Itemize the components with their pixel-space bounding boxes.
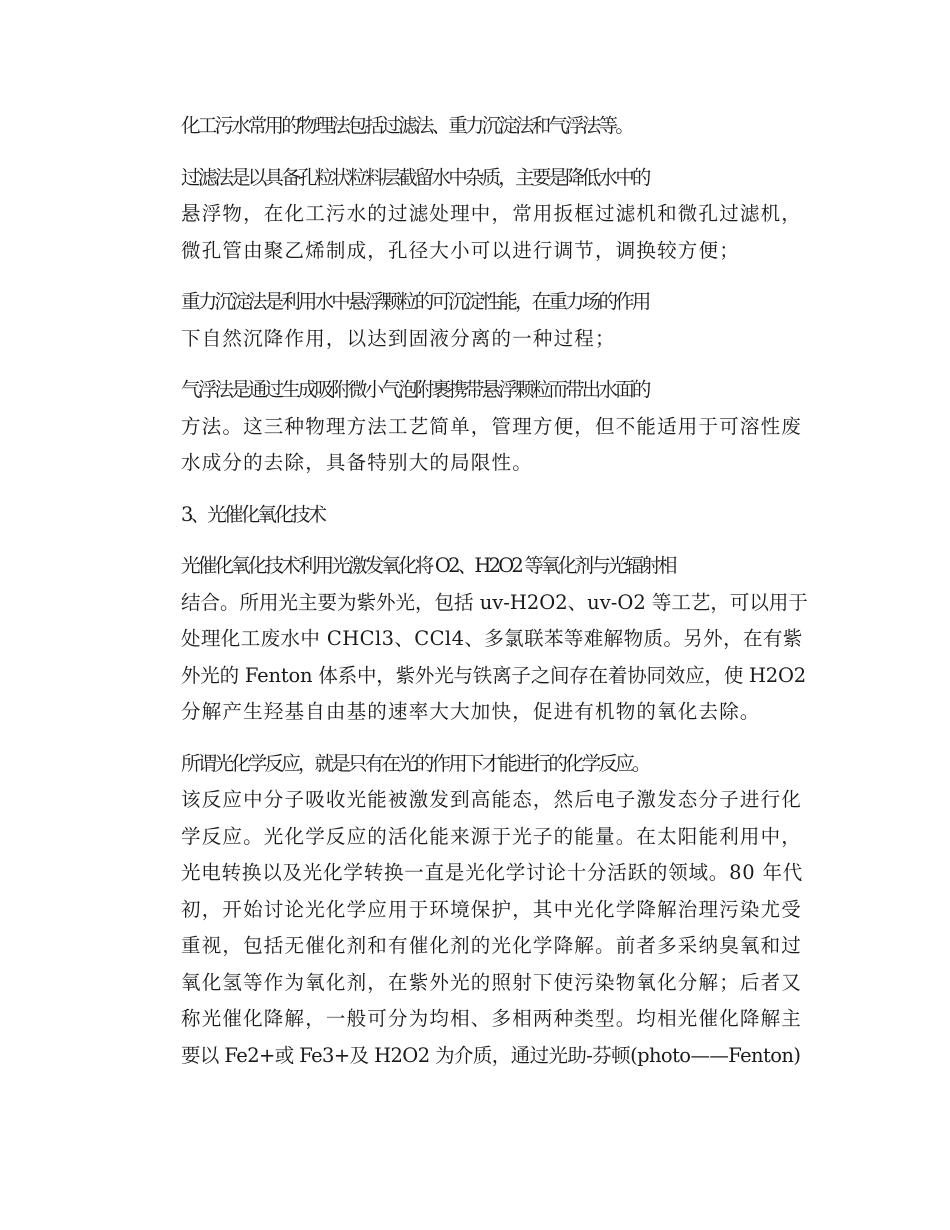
text-line: 3、光催化氧化技术 — [181, 502, 325, 526]
text-line: 重视，包括无催化剂和有催化剂的光化学降解。前者多采纳臭氧和过 — [181, 934, 803, 957]
paragraph-flotation — [142, 372, 808, 482]
text-line: 光催化氧化技术利用光激发氧化将 O2、H2O2 等氧化剂与光辐射相 — [181, 554, 675, 577]
text-line: 方法。这三种物理方法工艺简单，管理方便，但不能适用于可溶性废 — [181, 414, 803, 438]
text-line: 微孔管由聚乙烯制成，孔径大小可以进行调节，调换较方便； — [181, 238, 740, 262]
text-line: 气浮法是通过生成吸附微小气泡附裹携带悬浮颗粒而带出水面的 — [181, 378, 649, 401]
text-line: 下自然沉降作用，以达到固液分离的一种过程； — [181, 326, 616, 350]
text-line: 所谓光化学反应，就是只有在光的作用下才能进行的化学反应。 — [181, 751, 649, 775]
text-line: 外光的 Fenton 体系中，紫外光与铁离子之间存在着协同效应，使 H2O2 — [181, 663, 806, 687]
text-line: 氧化氢等作为氧化剂，在紫外光的照射下使污染物氧化分解；后者又 — [181, 970, 803, 994]
text-line: 重力沉淀法是利用水中悬浮颗粒的可沉淀性能，在重力场的作用 — [181, 290, 649, 313]
document-body — [142, 108, 808, 1089]
text-line: 悬浮物，在化工污水的过滤处理中，常用扳框过滤机和微孔过滤机， — [181, 202, 803, 225]
text-line: 初，开始讨论光化学应用于环境保护，其中光化学降解治理污染尤受 — [181, 897, 803, 921]
text-line: 结合。所用光主要为紫外光，包括 uv-H2O2、uv-O2 等工艺，可以用于 — [181, 590, 808, 614]
text-line: 处理化工废水中 CHCl3、CCl4、多氯联苯等难解物质。另外，在有紫 — [181, 627, 803, 650]
paragraph-filtration — [142, 160, 808, 270]
text-line: 化工污水常用的物理法包括过滤法、重力沉淀法和气浮法等。 — [181, 114, 632, 137]
text-line: 水成分的去除，具备特别大的局限性。 — [181, 451, 533, 474]
text-line: 光电转换以及光化学转换一直是光化学讨论十分活跃的领域。80 年代 — [181, 861, 804, 884]
text-line: 该反应中分子吸收光能被激发到高能态，然后电子激发态分子进行化 — [181, 788, 803, 811]
paragraph-photochemistry — [142, 746, 808, 1075]
text-line: 过滤法是以具备孔粒状粒料层截留水中杂质，主要是降低水中的 — [181, 165, 649, 189]
paragraph-photocatalysis — [142, 548, 808, 731]
paragraph-intro — [142, 108, 808, 145]
text-line: 分解产生羟基自由基的速率大大加快，促进有机物的氧化去除。 — [181, 700, 761, 723]
text-line: 称光催化降解，一般可分为均相、多相两种类型。均相光催化降解主 — [181, 1007, 803, 1030]
paragraph-sedimentation — [142, 284, 808, 357]
paragraph-section-heading — [142, 497, 808, 534]
text-line: 要以 Fe2+或 Fe3+及 H2O2 为介质，通过光助-芬顿(photo——Fenton) — [181, 1043, 801, 1067]
text-line: 学反应。光化学反应的活化能来源于光子的能量。在太阳能利用中， — [181, 824, 803, 848]
